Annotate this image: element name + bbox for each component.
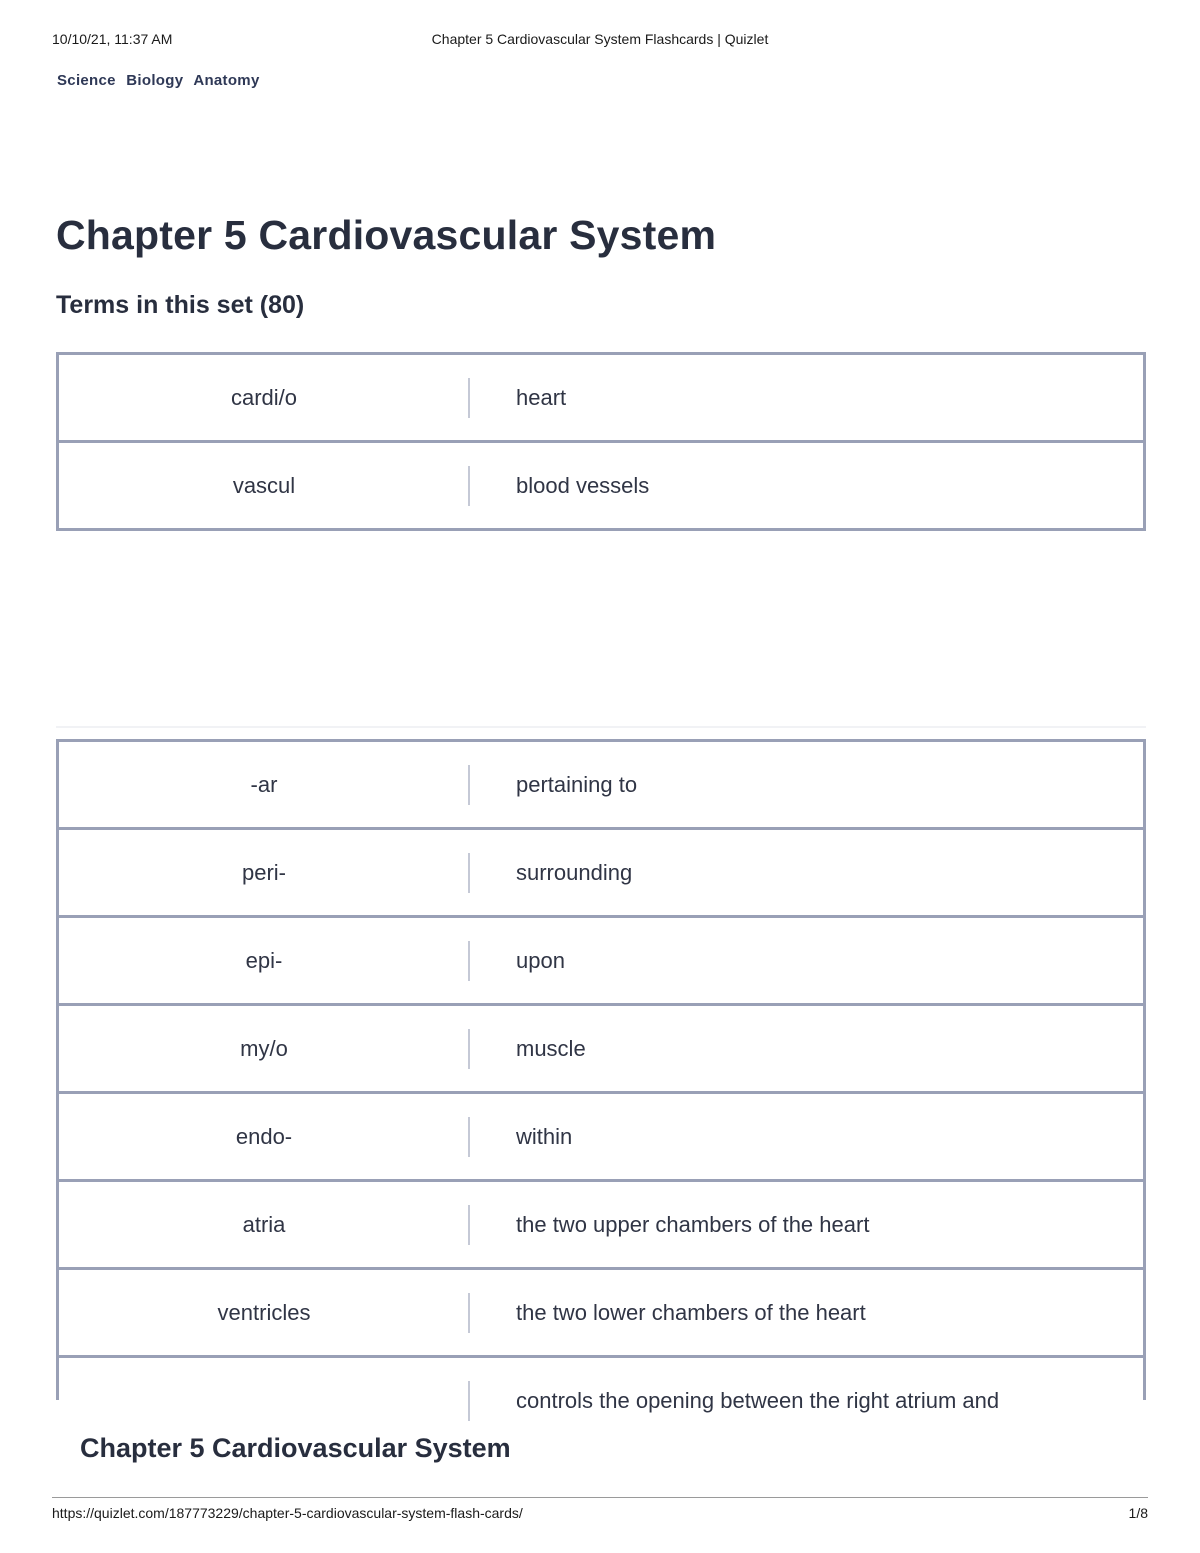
page-title: Chapter 5 Cardiovascular System bbox=[56, 212, 717, 258]
flashcard-term: atria bbox=[242, 1212, 286, 1237]
row-divider bbox=[468, 1381, 470, 1421]
flashcard-row[interactable] bbox=[59, 918, 1143, 1006]
footer-set-title: Chapter 5 Cardiovascular System bbox=[80, 1433, 511, 1463]
breadcrumb-item-anatomy[interactable]: Anatomy bbox=[193, 72, 260, 89]
flashcard-row[interactable] bbox=[59, 1270, 1143, 1358]
terms-heading: Terms in this set (80) bbox=[56, 291, 305, 319]
flashcard-row[interactable] bbox=[59, 1006, 1143, 1094]
flashcard-list-2 bbox=[56, 739, 1146, 1413]
row-divider bbox=[468, 1293, 470, 1333]
breadcrumb-item-biology[interactable]: Biology bbox=[126, 72, 184, 89]
flashcard-term: cardi/o bbox=[230, 385, 298, 410]
flashcard-list-1 bbox=[56, 352, 1146, 531]
flashcard-row[interactable] bbox=[59, 1358, 1143, 1443]
flashcard-definition: upon bbox=[516, 948, 565, 973]
flashcard-row[interactable] bbox=[59, 830, 1143, 918]
row-divider bbox=[468, 853, 470, 893]
flashcard-definition: the two lower chambers of the heart bbox=[516, 1300, 866, 1325]
flashcard-row[interactable] bbox=[59, 742, 1143, 830]
flashcard-term: my/o bbox=[240, 1036, 288, 1061]
flashcard-definition: muscle bbox=[516, 1036, 586, 1061]
print-document-title: Chapter 5 Cardiovascular System Flashcards | Quizlet bbox=[431, 31, 769, 47]
flashcard-term: peri- bbox=[241, 860, 286, 885]
row-divider bbox=[468, 378, 470, 418]
breadcrumb bbox=[57, 72, 266, 89]
row-divider bbox=[468, 765, 470, 805]
flashcard-term bbox=[59, 1358, 469, 1443]
flashcard-row[interactable] bbox=[59, 1094, 1143, 1182]
flashcard-definition: controls the opening between the right atrium and bbox=[516, 1388, 1000, 1413]
flashcard-definition: the two upper chambers of the heart bbox=[516, 1212, 870, 1237]
flashcard-term: ventricles bbox=[217, 1300, 311, 1325]
flashcard-term: -ar bbox=[250, 772, 278, 797]
print-footer bbox=[52, 1505, 1148, 1525]
flashcard-row[interactable] bbox=[59, 1182, 1143, 1270]
row-divider bbox=[468, 1205, 470, 1245]
flashcard-definition: within bbox=[516, 1124, 573, 1149]
print-url[interactable]: https://quizlet.com/187773229/chapter-5-cardiovascular-system-flash-cards/ bbox=[52, 1505, 523, 1521]
section-separator bbox=[56, 726, 1146, 728]
flashcard-row[interactable] bbox=[59, 443, 1143, 528]
flashcard-definition: surrounding bbox=[516, 860, 633, 885]
flashcard-term: endo- bbox=[235, 1124, 293, 1149]
flashcard-term: vascul bbox=[232, 473, 296, 498]
print-header bbox=[52, 31, 1148, 51]
flashcard-row[interactable] bbox=[59, 355, 1143, 443]
flashcard-term: epi- bbox=[245, 948, 283, 973]
breadcrumb-item-science[interactable]: Science bbox=[57, 72, 116, 89]
footer-divider bbox=[52, 1497, 1148, 1498]
row-divider bbox=[468, 1029, 470, 1069]
page-number: 1/8 bbox=[1128, 1505, 1148, 1521]
flashcard-definition: heart bbox=[516, 385, 567, 410]
row-divider bbox=[468, 466, 470, 506]
print-timestamp: 10/10/21, 11:37 AM bbox=[52, 31, 173, 47]
flashcard-definition: blood vessels bbox=[516, 473, 650, 498]
flashcard-definition: pertaining to bbox=[516, 772, 638, 797]
row-divider bbox=[468, 941, 470, 981]
row-divider bbox=[468, 1117, 470, 1157]
